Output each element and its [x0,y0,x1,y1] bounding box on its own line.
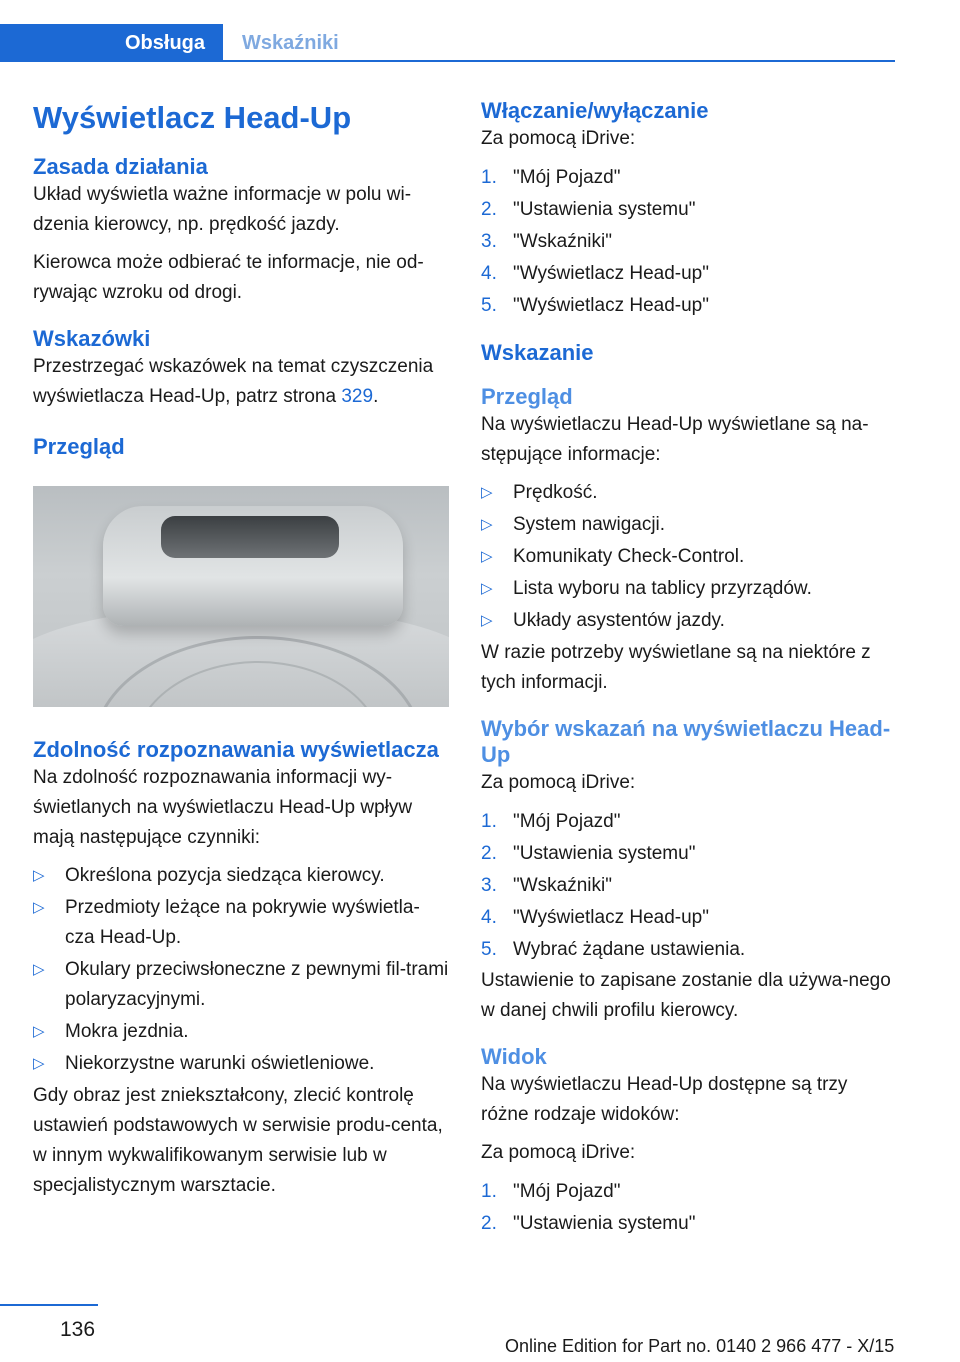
triangle-bullet-icon: ▷ [33,1023,45,1040]
tab-obsluga[interactable]: Obsługa [0,24,223,62]
triangle-bullet-icon: ▷ [481,484,493,501]
triangle-bullet-icon: ▷ [33,867,45,884]
view-intro: Za pomocą iDrive: [481,1142,636,1163]
view-paragraph: Na wyświetlaczu Head-Up dostępne są trzy różne rodzaje widoków: [481,1074,848,1125]
list-item [481,902,894,934]
factors-list [33,861,449,1079]
triangle-bullet-icon: ▷ [481,516,493,533]
step-text: "Ustawienia systemu" [513,1213,696,1234]
step-number: 4. [481,907,497,928]
list-item-text: Lista wyboru na tablicy przyrządów. [513,578,812,599]
tab-wskazniki[interactable]: Wskaźniki [242,31,339,54]
list-item [481,194,894,226]
list-item [481,290,894,322]
overview-heading-left: Przegląd [33,434,125,459]
step-text: "Wskaźniki" [513,875,612,896]
list-item [481,542,894,572]
list-item [481,510,894,540]
step-text: "Mój Pojazd" [513,167,621,188]
principle-heading: Zasada działania [33,154,208,179]
right-column [481,98,894,1240]
triangle-bullet-icon: ▷ [33,1055,45,1072]
triangle-bullet-icon: ▷ [481,548,493,565]
list-item-text: Prędkość. [513,482,598,503]
step-number: 3. [481,875,497,896]
visibility-heading: Zdolność rozpoznawania wyświetlacza [33,737,439,762]
footer-rule [0,1304,98,1306]
step-text: "Wskaźniki" [513,231,612,252]
list-item [33,893,449,953]
hints-text: Przestrzegać wskazówek na temat czyszczenia wyświetlacza Head-Up, patrz strona [33,356,434,407]
step-number: 1. [481,1181,497,1202]
page-link-329[interactable]: 329 [341,386,374,407]
step-number: 2. [481,843,497,864]
page-title: Wyświetlacz Head-Up [33,100,352,135]
step-number: 1. [481,167,497,188]
list-item-text: Mokra jezdnia. [65,1021,189,1042]
list-item-text: Układy asystentów jazdy. [513,610,725,631]
hints-end: . [373,386,379,407]
view-heading: Widok [481,1044,547,1069]
list-item-text: Niekorzystne warunki oświetleniowe. [65,1053,375,1074]
list-item [33,1017,449,1047]
select-steps [481,806,894,966]
step-text: Wybrać żądane ustawienia. [513,939,746,960]
list-item [33,1049,449,1079]
list-item [481,1208,894,1240]
overview-paragraph: Na wyświetlaczu Head-Up wyświetlane są na-stępujące informacje: [481,414,869,465]
list-item [481,162,894,194]
head-up-display-photo [33,486,449,707]
select-heading: Wybór wskazań na wyświetlaczu Head-Up [481,716,891,767]
list-item [481,258,894,290]
hints-paragraph [33,352,449,412]
list-item [481,934,894,966]
step-number: 1. [481,811,497,832]
overview-heading-right: Przegląd [481,384,573,409]
triangle-bullet-icon: ▷ [33,899,45,916]
list-item [481,226,894,258]
hints-heading: Wskazówki [33,326,151,351]
step-text: "Mój Pojazd" [513,1181,621,1202]
list-item [481,1176,894,1208]
list-item [481,574,894,604]
view-steps [481,1176,894,1240]
page-number: 136 [60,1318,96,1341]
principle-paragraph-1: Układ wyświetla ważne informacje w polu wi-dzenia kierowcy, np. prędkość jazdy. [33,184,412,235]
display-heading: Wskazanie [481,340,594,365]
select-intro: Za pomocą iDrive: [481,772,636,793]
step-number: 4. [481,263,497,284]
list-item [481,606,894,636]
list-item [33,955,449,1015]
triangle-bullet-icon: ▷ [481,612,493,629]
overview-note: W razie potrzeby wyświetlane są na niektóre z tych informacji. [481,642,871,693]
select-note: Ustawienie to zapisane zostanie dla używa-nego w danej chwili profilu kierowcy. [481,970,891,1021]
list-item-text: Określona pozycja siedząca kierowcy. [65,865,385,886]
list-item-text: Okulary przeciwsłoneczne z pewnymi fil-trami polaryzacyjnymi. [65,959,449,1010]
step-text: "Wyświetlacz Head-up" [513,263,709,284]
onoff-heading: Włączanie/wyłączanie [481,98,709,123]
section-tabs [0,24,895,62]
step-number: 2. [481,199,497,220]
principle-paragraph-2: Kierowca może odbierać te informacje, nie od-rywając wzroku od drogi. [33,252,424,303]
edition-note: Online Edition for Part no. 0140 2 966 477 - X/15 [505,1336,895,1356]
onoff-intro: Za pomocą iDrive: [481,128,636,149]
list-item [481,870,894,902]
step-number: 3. [481,231,497,252]
left-column [33,98,449,1201]
step-number: 5. [481,939,497,960]
step-number: 5. [481,295,497,316]
list-item-text: Przedmioty leżące na pokrywie wyświetla-cza Head-Up. [65,897,420,948]
triangle-bullet-icon: ▷ [33,961,45,978]
list-item [481,478,894,508]
list-item [481,806,894,838]
triangle-bullet-icon: ▷ [481,580,493,597]
step-text: "Mój Pojazd" [513,811,621,832]
step-text: "Wyświetlacz Head-up" [513,295,709,316]
step-text: "Wyświetlacz Head-up" [513,907,709,928]
step-text: "Ustawienia systemu" [513,199,696,220]
list-item [481,838,894,870]
step-number: 2. [481,1213,497,1234]
step-text: "Ustawienia systemu" [513,843,696,864]
list-item-text: Komunikaty Check-Control. [513,546,745,567]
list-item-text: System nawigacji. [513,514,666,535]
onoff-steps [481,162,894,322]
overview-list [481,478,894,636]
distortion-paragraph: Gdy obraz jest zniekształcony, zlecić kontrolę ustawień podstawowych w serwisie produ-centa, w innym wykwalifikowanym serwisie lub w specjalistycznym warsztacie. [33,1085,443,1196]
list-item [33,861,449,891]
hud-projection-glass [161,516,339,558]
visibility-paragraph: Na zdolność rozpoznawania informacji wy-świetlanych na wyświetlaczu Head-Up wpływ mają następujące czynniki: [33,767,413,848]
